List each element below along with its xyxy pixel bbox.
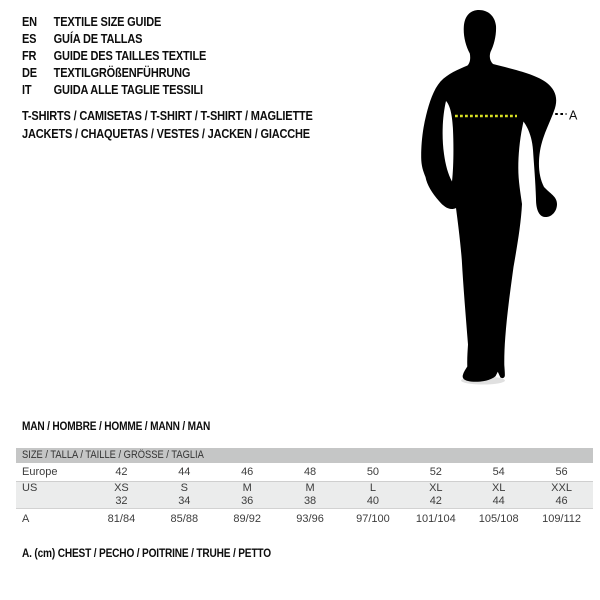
language-code: IT (22, 83, 32, 97)
row-label: A (22, 513, 30, 525)
row-label: US (22, 482, 38, 494)
cell: 81/84 (107, 513, 136, 525)
cell: S (180, 482, 188, 494)
cell: XL (429, 482, 443, 494)
cell: 52 (429, 466, 442, 478)
language-code: DE (22, 66, 37, 80)
size-table-header (16, 448, 593, 463)
cell: 54 (492, 466, 505, 478)
language-label: TEXTILGRÖßENFÜHRUNG (53, 66, 191, 80)
cell: XS (114, 482, 129, 494)
table-row-chest-a (16, 509, 593, 530)
language-label: GUIDA ALLE TAGLIE TESSILI (53, 83, 203, 97)
cell: 46 (555, 495, 568, 507)
cell: XL (491, 482, 506, 494)
category-jackets: JACKETS / CHAQUETAS / VESTES / JACKEN / GIACCHE (22, 126, 310, 141)
language-row-fr (22, 48, 206, 65)
language-row-de (22, 65, 206, 82)
cell: 42 (115, 466, 128, 478)
cell: 105/108 (478, 513, 519, 525)
table-gray-block (16, 481, 593, 509)
cell: XXL (551, 482, 572, 494)
cell: 44 (492, 495, 505, 507)
language-label: TEXTILE SIZE GUIDE (53, 15, 162, 29)
cell: M (242, 482, 252, 494)
language-code: FR (22, 49, 37, 63)
cell: 56 (555, 466, 568, 478)
chest-footnote: A. (cm) CHEST / PECHO / POITRINE / TRUHE / PETTO (22, 548, 271, 560)
cell: 40 (366, 495, 380, 507)
category-list (22, 108, 313, 143)
cell: 44 (178, 466, 191, 478)
cell: 89/92 (233, 513, 261, 525)
cell: 34 (178, 495, 191, 507)
cell: 85/88 (170, 513, 199, 525)
cell: L (369, 482, 376, 494)
cell: M (305, 482, 315, 494)
row-label: Europe (22, 466, 58, 478)
cell: 93/96 (296, 513, 324, 525)
size-table (16, 448, 593, 530)
language-list (22, 14, 206, 99)
cell: 50 (366, 466, 380, 478)
language-row-es (22, 31, 206, 48)
table-row-unlabeled (16, 495, 593, 508)
cell: 109/112 (542, 513, 582, 525)
size-table-header-label: SIZE / TALLA / TAILLE / GRÖSSE / TAGLIA (22, 449, 204, 461)
man-figure (400, 0, 600, 410)
cell: 36 (241, 495, 254, 507)
category-tshirts: T-SHIRTS / CAMISETAS / T-SHIRT / T-SHIRT / MAGLIETTE (22, 109, 313, 123)
cell: 38 (303, 495, 317, 507)
language-code: EN (22, 15, 37, 29)
cell: 97/100 (356, 513, 390, 525)
table-row-europe (16, 463, 593, 481)
language-row-en (22, 14, 206, 31)
language-label: GUIDE DES TAILLES TEXTILE (53, 49, 207, 63)
language-label: GUÍA DE TALLAS (53, 32, 143, 46)
cell: 32 (115, 495, 128, 507)
cell: 101/104 (415, 513, 456, 525)
cell: 42 (429, 495, 442, 507)
table-row-us (16, 482, 593, 495)
man-silhouette (421, 10, 557, 382)
cell: 48 (303, 466, 317, 478)
language-row-it (22, 82, 206, 99)
cell: 46 (241, 466, 254, 478)
section-title-man: MAN / HOMBRE / HOMME / MANN / MAN (22, 421, 211, 433)
language-code: ES (22, 32, 37, 46)
measure-label-a: A (569, 108, 578, 123)
man-silhouette-svg (400, 0, 600, 410)
